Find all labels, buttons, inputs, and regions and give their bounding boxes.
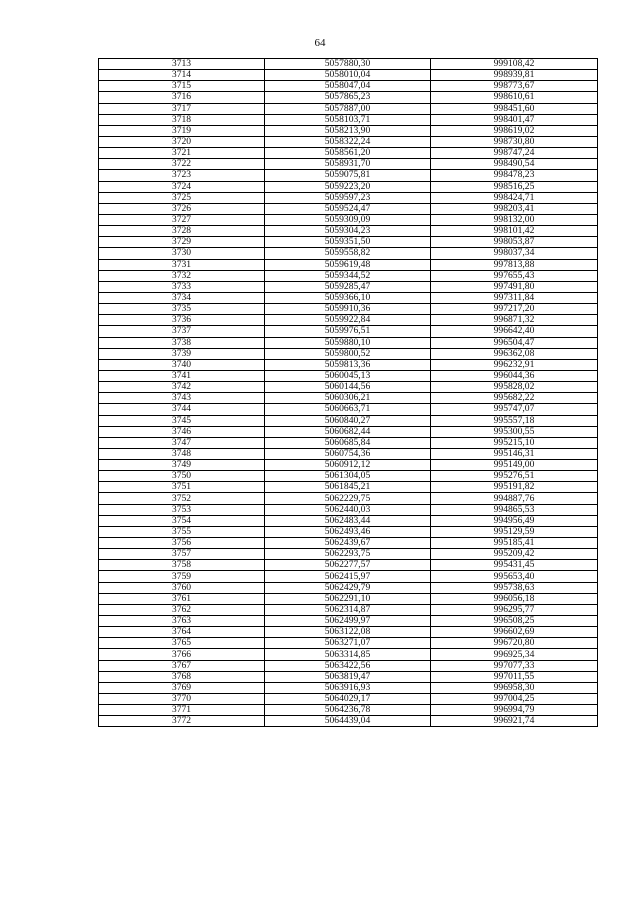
point-number-cell: 3768 xyxy=(99,671,265,682)
y-coordinate-cell: 997311,84 xyxy=(431,292,598,303)
table-row xyxy=(99,426,598,437)
table-row xyxy=(99,237,598,248)
y-coordinate-cell: 996720,80 xyxy=(431,638,598,649)
x-coordinate-cell: 5058103,71 xyxy=(265,114,431,125)
point-number-cell: 3738 xyxy=(99,337,265,348)
x-coordinate-cell: 5060754,36 xyxy=(265,448,431,459)
table-row xyxy=(99,638,598,649)
y-coordinate-cell: 995276,51 xyxy=(431,471,598,482)
y-coordinate-cell: 995682,22 xyxy=(431,393,598,404)
x-coordinate-cell: 5063916,93 xyxy=(265,682,431,693)
x-coordinate-cell: 5063271,07 xyxy=(265,638,431,649)
y-coordinate-cell: 996056,18 xyxy=(431,593,598,604)
x-coordinate-cell: 5062499,97 xyxy=(265,616,431,627)
y-coordinate-cell: 995191,82 xyxy=(431,482,598,493)
y-coordinate-cell: 996295,77 xyxy=(431,604,598,615)
table-row xyxy=(99,248,598,259)
table-row xyxy=(99,370,598,381)
point-number-cell: 3725 xyxy=(99,192,265,203)
x-coordinate-cell: 5059922,84 xyxy=(265,315,431,326)
point-number-cell: 3744 xyxy=(99,404,265,415)
table-row xyxy=(99,515,598,526)
x-coordinate-cell: 5059285,47 xyxy=(265,281,431,292)
table-row xyxy=(99,226,598,237)
y-coordinate-cell: 994956,49 xyxy=(431,515,598,526)
x-coordinate-cell: 5060840,27 xyxy=(265,415,431,426)
table-row xyxy=(99,504,598,515)
table-row xyxy=(99,627,598,638)
x-coordinate-cell: 5063819,47 xyxy=(265,671,431,682)
table-row xyxy=(99,148,598,159)
x-coordinate-cell: 5059366,10 xyxy=(265,292,431,303)
table-row xyxy=(99,448,598,459)
table-row xyxy=(99,92,598,103)
x-coordinate-cell: 5060912,12 xyxy=(265,460,431,471)
x-coordinate-cell: 5058213,90 xyxy=(265,125,431,136)
table-row xyxy=(99,593,598,604)
point-number-cell: 3732 xyxy=(99,270,265,281)
point-number-cell: 3742 xyxy=(99,382,265,393)
point-number-cell: 3723 xyxy=(99,170,265,181)
x-coordinate-cell: 5062429,79 xyxy=(265,582,431,593)
point-number-cell: 3769 xyxy=(99,682,265,693)
table-row xyxy=(99,259,598,270)
point-number-cell: 3727 xyxy=(99,214,265,225)
x-coordinate-cell: 5060663,71 xyxy=(265,404,431,415)
coordinates-table-body xyxy=(99,59,598,727)
point-number-cell: 3765 xyxy=(99,638,265,649)
point-number-cell: 3749 xyxy=(99,460,265,471)
x-coordinate-cell: 5062439,67 xyxy=(265,538,431,549)
x-coordinate-cell: 5059344,52 xyxy=(265,270,431,281)
table-row xyxy=(99,649,598,660)
x-coordinate-cell: 5059304,23 xyxy=(265,226,431,237)
point-number-cell: 3766 xyxy=(99,649,265,660)
x-coordinate-cell: 5062229,75 xyxy=(265,493,431,504)
x-coordinate-cell: 5062493,46 xyxy=(265,526,431,537)
x-coordinate-cell: 5062293,75 xyxy=(265,549,431,560)
table-row xyxy=(99,292,598,303)
point-number-cell: 3745 xyxy=(99,415,265,426)
y-coordinate-cell: 998478,23 xyxy=(431,170,598,181)
x-coordinate-cell: 5062291,10 xyxy=(265,593,431,604)
x-coordinate-cell: 5060682,44 xyxy=(265,426,431,437)
table-row xyxy=(99,393,598,404)
y-coordinate-cell: 998401,47 xyxy=(431,114,598,125)
y-coordinate-cell: 995747,07 xyxy=(431,404,598,415)
x-coordinate-cell: 5064236,78 xyxy=(265,705,431,716)
point-number-cell: 3756 xyxy=(99,538,265,549)
y-coordinate-cell: 995215,10 xyxy=(431,437,598,448)
table-row xyxy=(99,616,598,627)
x-coordinate-cell: 5063314,85 xyxy=(265,649,431,660)
y-coordinate-cell: 996044,36 xyxy=(431,370,598,381)
point-number-cell: 3757 xyxy=(99,549,265,560)
point-number-cell: 3770 xyxy=(99,694,265,705)
page-number: 64 xyxy=(314,37,326,49)
x-coordinate-cell: 5058931,70 xyxy=(265,159,431,170)
table-row xyxy=(99,716,598,727)
x-coordinate-cell: 5057887,00 xyxy=(265,103,431,114)
y-coordinate-cell: 997491,80 xyxy=(431,281,598,292)
y-coordinate-cell: 998037,34 xyxy=(431,248,598,259)
table-row xyxy=(99,359,598,370)
y-coordinate-cell: 997217,20 xyxy=(431,304,598,315)
point-number-cell: 3721 xyxy=(99,148,265,159)
point-number-cell: 3739 xyxy=(99,348,265,359)
y-coordinate-cell: 996994,79 xyxy=(431,705,598,716)
x-coordinate-cell: 5059309,09 xyxy=(265,214,431,225)
point-number-cell: 3743 xyxy=(99,393,265,404)
point-number-cell: 3740 xyxy=(99,359,265,370)
table-row xyxy=(99,471,598,482)
table-row xyxy=(99,270,598,281)
table-row xyxy=(99,304,598,315)
y-coordinate-cell: 998203,41 xyxy=(431,203,598,214)
x-coordinate-cell: 5063422,56 xyxy=(265,660,431,671)
table-row xyxy=(99,348,598,359)
y-coordinate-cell: 998747,24 xyxy=(431,148,598,159)
x-coordinate-cell: 5058322,24 xyxy=(265,136,431,147)
point-number-cell: 3729 xyxy=(99,237,265,248)
table-row xyxy=(99,671,598,682)
point-number-cell: 3755 xyxy=(99,526,265,537)
point-number-cell: 3720 xyxy=(99,136,265,147)
y-coordinate-cell: 998424,71 xyxy=(431,192,598,203)
y-coordinate-cell: 998619,02 xyxy=(431,125,598,136)
table-row xyxy=(99,694,598,705)
table-row xyxy=(99,682,598,693)
y-coordinate-cell: 996871,32 xyxy=(431,315,598,326)
x-coordinate-cell: 5060045,13 xyxy=(265,370,431,381)
point-number-cell: 3735 xyxy=(99,304,265,315)
y-coordinate-cell: 997655,43 xyxy=(431,270,598,281)
point-number-cell: 3734 xyxy=(99,292,265,303)
table-row xyxy=(99,526,598,537)
y-coordinate-cell: 995557,18 xyxy=(431,415,598,426)
y-coordinate-cell: 995149,00 xyxy=(431,460,598,471)
y-coordinate-cell: 998101,42 xyxy=(431,226,598,237)
y-coordinate-cell: 996642,40 xyxy=(431,326,598,337)
y-coordinate-cell: 998490,54 xyxy=(431,159,598,170)
table-row xyxy=(99,203,598,214)
table-row xyxy=(99,159,598,170)
x-coordinate-cell: 5059910,36 xyxy=(265,304,431,315)
table-row xyxy=(99,460,598,471)
table-row xyxy=(99,181,598,192)
table-row xyxy=(99,415,598,426)
x-coordinate-cell: 5059558,82 xyxy=(265,248,431,259)
y-coordinate-cell: 998451,60 xyxy=(431,103,598,114)
y-coordinate-cell: 998053,87 xyxy=(431,237,598,248)
table-row xyxy=(99,281,598,292)
x-coordinate-cell: 5061304,05 xyxy=(265,471,431,482)
x-coordinate-cell: 5058010,04 xyxy=(265,70,431,81)
x-coordinate-cell: 5059813,36 xyxy=(265,359,431,370)
x-coordinate-cell: 5059976,51 xyxy=(265,326,431,337)
point-number-cell: 3741 xyxy=(99,370,265,381)
y-coordinate-cell: 996508,25 xyxy=(431,616,598,627)
point-number-cell: 3737 xyxy=(99,326,265,337)
table-row xyxy=(99,337,598,348)
x-coordinate-cell: 5059880,10 xyxy=(265,337,431,348)
x-coordinate-cell: 5059800,52 xyxy=(265,348,431,359)
point-number-cell: 3772 xyxy=(99,716,265,727)
y-coordinate-cell: 998939,81 xyxy=(431,70,598,81)
y-coordinate-cell: 997813,88 xyxy=(431,259,598,270)
point-number-cell: 3713 xyxy=(99,59,265,70)
point-number-cell: 3767 xyxy=(99,660,265,671)
table-row xyxy=(99,560,598,571)
x-coordinate-cell: 5057880,30 xyxy=(265,59,431,70)
x-coordinate-cell: 5061845,21 xyxy=(265,482,431,493)
y-coordinate-cell: 998132,00 xyxy=(431,214,598,225)
y-coordinate-cell: 998730,80 xyxy=(431,136,598,147)
point-number-cell: 3730 xyxy=(99,248,265,259)
point-number-cell: 3722 xyxy=(99,159,265,170)
point-number-cell: 3736 xyxy=(99,315,265,326)
table-row xyxy=(99,582,598,593)
point-number-cell: 3771 xyxy=(99,705,265,716)
y-coordinate-cell: 995129,59 xyxy=(431,526,598,537)
point-number-cell: 3752 xyxy=(99,493,265,504)
table-row xyxy=(99,705,598,716)
point-number-cell: 3714 xyxy=(99,70,265,81)
x-coordinate-cell: 5062440,03 xyxy=(265,504,431,515)
point-number-cell: 3747 xyxy=(99,437,265,448)
coordinates-table xyxy=(98,58,598,727)
x-coordinate-cell: 5062483,44 xyxy=(265,515,431,526)
table-row xyxy=(99,136,598,147)
x-coordinate-cell: 5059075,81 xyxy=(265,170,431,181)
table-row xyxy=(99,59,598,70)
table-row xyxy=(99,125,598,136)
y-coordinate-cell: 994887,76 xyxy=(431,493,598,504)
y-coordinate-cell: 995146,31 xyxy=(431,448,598,459)
point-number-cell: 3758 xyxy=(99,560,265,571)
point-number-cell: 3718 xyxy=(99,114,265,125)
y-coordinate-cell: 994865,53 xyxy=(431,504,598,515)
table-row xyxy=(99,538,598,549)
x-coordinate-cell: 5062415,97 xyxy=(265,571,431,582)
y-coordinate-cell: 995300,55 xyxy=(431,426,598,437)
y-coordinate-cell: 996921,74 xyxy=(431,716,598,727)
x-coordinate-cell: 5062314,87 xyxy=(265,604,431,615)
point-number-cell: 3724 xyxy=(99,181,265,192)
x-coordinate-cell: 5059524,47 xyxy=(265,203,431,214)
y-coordinate-cell: 996602,69 xyxy=(431,627,598,638)
point-number-cell: 3763 xyxy=(99,616,265,627)
x-coordinate-cell: 5060306,21 xyxy=(265,393,431,404)
y-coordinate-cell: 996958,30 xyxy=(431,682,598,693)
table-row xyxy=(99,114,598,125)
table-row xyxy=(99,326,598,337)
point-number-cell: 3733 xyxy=(99,281,265,292)
y-coordinate-cell: 996232,91 xyxy=(431,359,598,370)
y-coordinate-cell: 997004,25 xyxy=(431,694,598,705)
table-row xyxy=(99,382,598,393)
y-coordinate-cell: 995653,40 xyxy=(431,571,598,582)
point-number-cell: 3748 xyxy=(99,448,265,459)
y-coordinate-cell: 995431,45 xyxy=(431,560,598,571)
point-number-cell: 3716 xyxy=(99,92,265,103)
x-coordinate-cell: 5058561,20 xyxy=(265,148,431,159)
point-number-cell: 3751 xyxy=(99,482,265,493)
point-number-cell: 3717 xyxy=(99,103,265,114)
y-coordinate-cell: 998773,67 xyxy=(431,81,598,92)
table-row xyxy=(99,214,598,225)
x-coordinate-cell: 5059619,48 xyxy=(265,259,431,270)
x-coordinate-cell: 5060685,84 xyxy=(265,437,431,448)
point-number-cell: 3760 xyxy=(99,582,265,593)
y-coordinate-cell: 996504,47 xyxy=(431,337,598,348)
y-coordinate-cell: 997011,55 xyxy=(431,671,598,682)
x-coordinate-cell: 5058047,04 xyxy=(265,81,431,92)
y-coordinate-cell: 998610,61 xyxy=(431,92,598,103)
y-coordinate-cell: 995209,42 xyxy=(431,549,598,560)
point-number-cell: 3754 xyxy=(99,515,265,526)
point-number-cell: 3753 xyxy=(99,504,265,515)
x-coordinate-cell: 5059351,50 xyxy=(265,237,431,248)
y-coordinate-cell: 995828,02 xyxy=(431,382,598,393)
point-number-cell: 3759 xyxy=(99,571,265,582)
y-coordinate-cell: 999108,42 xyxy=(431,59,598,70)
table-row xyxy=(99,660,598,671)
table-row xyxy=(99,315,598,326)
table-row xyxy=(99,604,598,615)
x-coordinate-cell: 5063122,08 xyxy=(265,627,431,638)
table-row xyxy=(99,103,598,114)
x-coordinate-cell: 5064439,04 xyxy=(265,716,431,727)
point-number-cell: 3746 xyxy=(99,426,265,437)
point-number-cell: 3761 xyxy=(99,593,265,604)
x-coordinate-cell: 5057865,23 xyxy=(265,92,431,103)
y-coordinate-cell: 995738,63 xyxy=(431,582,598,593)
point-number-cell: 3726 xyxy=(99,203,265,214)
table-row xyxy=(99,493,598,504)
table-row xyxy=(99,81,598,92)
table-row xyxy=(99,437,598,448)
table-row xyxy=(99,192,598,203)
point-number-cell: 3731 xyxy=(99,259,265,270)
y-coordinate-cell: 995185,41 xyxy=(431,538,598,549)
x-coordinate-cell: 5059597,23 xyxy=(265,192,431,203)
y-coordinate-cell: 996925,34 xyxy=(431,649,598,660)
x-coordinate-cell: 5060144,56 xyxy=(265,382,431,393)
point-number-cell: 3715 xyxy=(99,81,265,92)
table-row xyxy=(99,70,598,81)
table-row xyxy=(99,482,598,493)
table-row xyxy=(99,170,598,181)
table-row xyxy=(99,571,598,582)
x-coordinate-cell: 5062277,57 xyxy=(265,560,431,571)
point-number-cell: 3719 xyxy=(99,125,265,136)
x-coordinate-cell: 5064029,17 xyxy=(265,694,431,705)
table-row xyxy=(99,549,598,560)
y-coordinate-cell: 996362,08 xyxy=(431,348,598,359)
table-row xyxy=(99,404,598,415)
point-number-cell: 3764 xyxy=(99,627,265,638)
x-coordinate-cell: 5059223,20 xyxy=(265,181,431,192)
point-number-cell: 3750 xyxy=(99,471,265,482)
y-coordinate-cell: 998516,25 xyxy=(431,181,598,192)
point-number-cell: 3728 xyxy=(99,226,265,237)
y-coordinate-cell: 997077,33 xyxy=(431,660,598,671)
point-number-cell: 3762 xyxy=(99,604,265,615)
